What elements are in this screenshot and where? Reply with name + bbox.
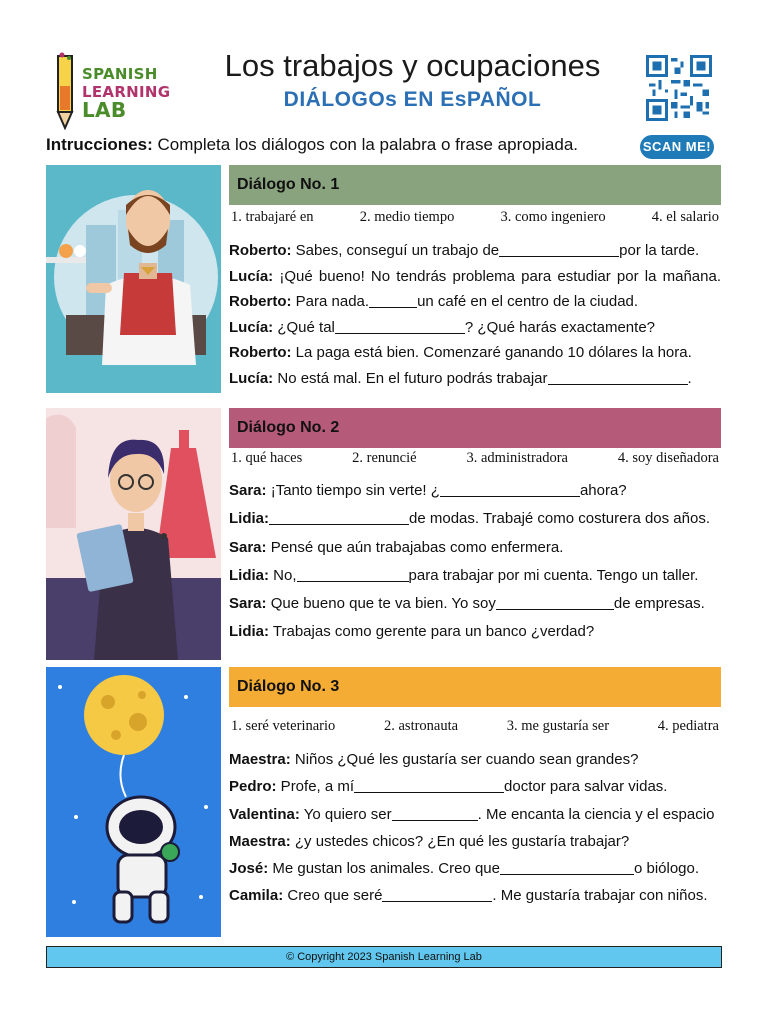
line-text: Para nada. — [291, 293, 370, 310]
pencil-beaker-icon — [50, 52, 80, 130]
dialog-2-line-3 — [229, 534, 721, 562]
copyright-footer: © Copyright 2023 Spanish Learning Lab — [46, 946, 722, 968]
dialog-1-options — [229, 209, 721, 226]
dialog-3-line-3 — [229, 801, 721, 856]
dialog-1-option-3: 3. como ingeniero — [500, 209, 606, 225]
line-text: . — [687, 369, 692, 387]
line-text: ¡Tanto tiempo sin verte! ¿ — [266, 482, 440, 499]
page-title: Los trabajos y ocupaciones — [224, 48, 601, 83]
dialog-3-option-2: 2. astronauta — [383, 718, 459, 734]
line-text: o biólogo. — [633, 860, 700, 878]
dialog-2-line-6 — [229, 618, 721, 646]
dialog-1-option-4: 4. el salario — [651, 209, 719, 225]
dialog-1-line-5 — [229, 366, 721, 392]
dialog-1-option-1: 1. trabajaré en — [231, 209, 314, 225]
logo-line-1: SPANISH — [82, 65, 158, 83]
astronaut-illustration — [46, 667, 221, 937]
answer-blank[interactable] — [392, 805, 478, 821]
dialog-2-line-1 — [229, 477, 721, 505]
line-text: No, — [269, 566, 297, 584]
dialog-3-option-4: 4. pediatra — [657, 718, 719, 734]
speaker: Lucía: — [229, 267, 274, 285]
dialog-3-line-2 — [229, 773, 721, 800]
line-text: un café en el centro de la ciudad. — [417, 293, 639, 310]
instructions — [46, 135, 578, 155]
answer-blank[interactable] — [496, 594, 614, 610]
line-text: ¿Qué tal — [273, 318, 335, 336]
line-text: Me gustan los animales. Creo que — [268, 860, 500, 878]
speaker: Lidia: — [229, 510, 269, 528]
line-text: Pensé que aún trabajabas como enfermera. — [266, 538, 564, 556]
dialog-3-line-4 — [229, 855, 721, 882]
dialog-1-line-2 — [229, 264, 721, 315]
speaker: Lidia: — [229, 623, 269, 641]
dialog-1-option-2: 2. medio tiempo — [359, 209, 455, 225]
answer-blank[interactable] — [369, 292, 417, 308]
answer-blank[interactable] — [335, 318, 465, 334]
dialog-3-text — [229, 746, 721, 910]
waiter-illustration — [46, 165, 221, 393]
dialog-2-line-2 — [229, 505, 721, 533]
speaker: Roberto: — [229, 293, 292, 310]
line-text: Niños ¿Qué les gustaría ser cuando sean grandes? — [290, 751, 639, 768]
line-text: ? ¿Qué harás exactamente? — [464, 318, 655, 336]
speaker: Sara: — [229, 595, 267, 613]
answer-blank[interactable] — [382, 886, 492, 902]
logo-line-3: LAB — [82, 98, 127, 122]
speaker: Maestra: — [229, 832, 291, 850]
line-text: de empresas. — [613, 595, 705, 613]
answer-blank[interactable] — [548, 369, 688, 385]
dialog-2-option-3: 3. administradora — [466, 450, 568, 466]
line-text: Sabes, conseguí un trabajo de — [291, 242, 500, 259]
line-text: Profe, a mí — [276, 778, 355, 796]
scan-me-badge: SCAN ME! — [640, 135, 714, 159]
page-subtitle: DIÁLOGOs EN EsPAÑOL — [283, 88, 542, 111]
speaker: José: — [229, 860, 269, 878]
dialog-3-option-3: 3. me gustaría ser — [506, 718, 610, 734]
speaker: Lucía: — [229, 318, 274, 336]
answer-blank[interactable] — [500, 859, 634, 875]
speaker: Lucía: — [229, 369, 274, 387]
dialog-2-text — [229, 477, 721, 647]
dialog-1-header: Diálogo No. 1 — [229, 165, 721, 205]
logo-line-2: LEARNING — [82, 83, 171, 101]
qr-code[interactable] — [646, 55, 712, 121]
line-text: La paga está bien. Comenzaré ganando 10 dólares la hora. — [291, 344, 692, 361]
speaker: Roberto: — [229, 242, 292, 259]
dialog-1-text — [229, 238, 721, 391]
speaker: Sara: — [229, 538, 267, 556]
dialog-3-options — [229, 718, 721, 735]
line-text: . Me encanta la ciencia y el espacio — [477, 805, 715, 823]
answer-blank[interactable] — [499, 241, 619, 257]
dialog-2-option-4: 4. soy diseñadora — [617, 450, 719, 466]
line-text: ¡Qué bueno! No tendrás problema para estudiar por la mañana. — [273, 267, 721, 285]
speaker: Camila: — [229, 887, 284, 905]
dialog-2-option-1: 1. qué haces — [231, 450, 303, 466]
line-text: doctor para salvar vidas. — [504, 778, 668, 796]
dialog-3-option-1: 1. seré veterinario — [231, 718, 336, 734]
line-text: de modas. Trabajé como costurera dos años. — [409, 510, 710, 528]
dialog-3-line-5 — [229, 882, 721, 909]
line-text: Que bueno que te va bien. Yo soy — [266, 595, 496, 613]
speaker: Sara: — [229, 482, 267, 499]
answer-blank[interactable] — [440, 481, 580, 497]
line-text: ¿y ustedes chicos? ¿En qué les gustaría trabajar? — [290, 832, 630, 850]
instructions-text: Completa los diálogos con la palabra o frase apropiada. — [152, 135, 579, 154]
designer-illustration — [46, 408, 221, 660]
line-text: Yo quiero ser — [299, 805, 392, 823]
speaker: Lidia: — [229, 566, 269, 584]
answer-blank[interactable] — [269, 509, 409, 525]
dialog-2-line-5 — [229, 590, 721, 618]
line-text: No está mal. En el futuro podrás trabajar — [273, 369, 548, 387]
speaker: Valentina: — [229, 805, 300, 823]
spanish-learning-lab-logo — [50, 52, 200, 132]
line-text: por la tarde. — [619, 242, 700, 259]
speaker: Maestra: — [229, 751, 291, 768]
answer-blank[interactable] — [354, 777, 504, 793]
dialog-2-option-2: 2. renuncié — [352, 450, 417, 466]
line-text: Trabajas como gerente para un banco ¿verdad? — [269, 623, 595, 641]
line-text: ahora? — [579, 482, 627, 499]
answer-blank[interactable] — [297, 566, 409, 582]
dialog-3-header: Diálogo No. 3 — [229, 667, 721, 707]
instructions-label: Intrucciones: — [46, 135, 153, 154]
dialog-2-line-4 — [229, 562, 721, 590]
dialog-2-options — [229, 450, 721, 467]
line-text: Creo que seré — [283, 887, 383, 905]
line-text: para trabajar por mi cuenta. Tengo un taller. — [408, 566, 699, 584]
dialog-2-header: Diálogo No. 2 — [229, 408, 721, 448]
speaker: Pedro: — [229, 778, 277, 796]
speaker: Roberto: — [229, 344, 292, 361]
dialog-1-line-3 — [229, 315, 721, 341]
line-text: . Me gustaría trabajar con niños. — [492, 887, 708, 905]
dialog-3-line-1 — [229, 746, 721, 773]
dialog-1-line-1 — [229, 238, 721, 264]
qr-code-icon — [646, 55, 712, 121]
dialog-1-line-4 — [229, 340, 721, 366]
